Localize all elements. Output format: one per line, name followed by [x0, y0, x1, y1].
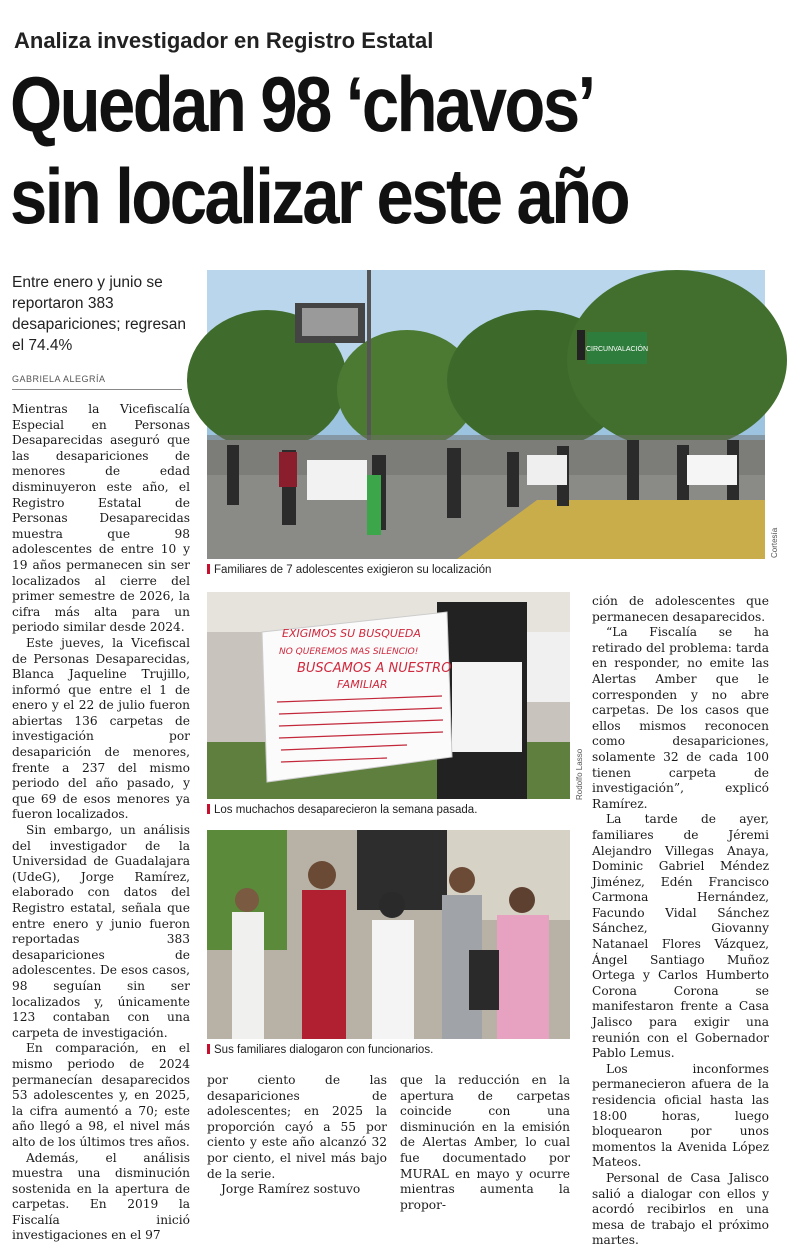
body-column-4 — [592, 594, 769, 1249]
street-sign-text: CIRCUNVALACIÓN — [585, 346, 649, 353]
headline — [10, 58, 689, 242]
paragraph: La tarde de ayer, familiares de Jéremi Alejandro Villegas Anaya, Dominic Gabriel Méndez Jiménez, Edén Francisco Carmona Hernández, Facundo Vidal Sánchez Sánchez, Giovanny Natanael Flores Vázquez, Ángel Santiago Muñoz Ortega y Carlos Humberto Corona Corona se manifestaron frente a Casa Jalisco para exigir una reunión con el Gobernador Pablo Lemus. — [592, 812, 769, 1061]
paragraph: Jorge Ramírez sostuvo — [221, 1182, 361, 1197]
headline-line-1: Quedan 98 ‘chavos’ — [10, 60, 594, 148]
caption-marker — [207, 804, 210, 814]
caption-text: Sus familiares dialogaron con funcionarios. — [214, 1044, 434, 1056]
paragraph: ción de adolescentes que permanecen desaparecidos. — [592, 594, 769, 624]
byline-rule — [12, 389, 182, 390]
paragraph: Además, el análisis muestra una disminución sostenida en la apertura de carpetas. En 2019 la Fiscalía inició investigaciones en el 97 — [12, 1150, 190, 1243]
photo-credit-2: Rodolfo Lasso — [575, 748, 584, 800]
sign-line-2: NO QUEREMOS MAS SILENCIO! — [279, 647, 419, 657]
caption-marker — [207, 1044, 210, 1054]
paragraph: que la reducción en la apertura de carpetas coincide con una disminución en la emisión de Alertas Amber, lo cual fue documentado por MURAL en mayo y ocurre mientras aumenta la propor- — [400, 1073, 570, 1212]
body-column-1 — [12, 402, 190, 1244]
photo-street-protest — [207, 270, 765, 559]
paragraph: Personal de Casa Jalisco salió a dialogar con ellos y acordó recibirlos en una mesa de trabajo el próximo martes. — [592, 1170, 769, 1248]
paragraph: por ciento de las desapariciones de adolescentes; en 2025 la proporción cayó a 55 por ciento y este año alcanzó 32 por ciento, el nivel más bajo de la serie. — [207, 1073, 387, 1181]
byline: GABRIELA ALEGRÍA — [12, 374, 106, 384]
photo-caption-1 — [207, 564, 491, 576]
photo-caption-3 — [207, 1044, 433, 1056]
paragraph: Mientras la Vicefiscalía Especial en Personas Desaparecidas aseguró que las desapariciones de menores de edad disminuyeron este año, el Registro Estatal de Personas Desaparecidas muestra que 98 adolescentes de entre 10 y 19 años permanecen sin ser localizados al cierre del primer semestre de 2026, la cifra más alta para un periodo similar desde 2024. — [12, 402, 190, 635]
sign-line-4: FAMILIAR — [337, 678, 388, 691]
photo-caption-2 — [207, 804, 477, 816]
paragraph: Este jueves, la Vicefiscal de Personas Desaparecidas, Blanca Jaqueline Trujillo, informó que entre el 1 de enero y el 22 de julio fueron abiertas 136 carpetas de investigación por desaparición de menores, frente a 237 del mismo periodo del año pasado, y que 69 de esos menores ya fueron localizados. — [12, 635, 190, 822]
caption-marker — [207, 564, 210, 574]
kicker: Analiza investigador en Registro Estatal — [14, 28, 434, 53]
paragraph: “La Fiscalía se ha retirado del problema: tarda en responder, no emite las Alertas Amber que le corresponden y no abre carpetas. De los casos que ellos mismos reconocen como desapariciones, solamente 32 de cada 100 tienen carpeta de investigación”, explicó Ramírez. — [592, 625, 769, 811]
body-column-2 — [207, 1073, 387, 1198]
photo-protest-sign — [207, 592, 570, 799]
caption-text: Familiares de 7 adolescentes exigieron su localización — [214, 564, 492, 576]
paragraph: Sin embargo, un análisis del investigador de la Universidad de Guadalajara (UdeG), Jorge Ramírez, elaborado con datos del Registro estatal, señala que entre enero y junio fueron reportadas 383 desapariciones de adolescentes. De esos casos, 98 seguían sin ser localizados y, únicamente 123 contaban con una carpeta de investigación. — [12, 823, 190, 1040]
body-column-3 — [400, 1073, 570, 1213]
sign-line-1: EXIGIMOS SU BUSQUEDA — [282, 627, 421, 640]
sign-line-3: BUSCAMOS A NUESTRO — [297, 661, 452, 676]
paragraph: Los inconformes permanecieron afuera de la residencia oficial hasta las 18:00 horas, luego bloquearon por unos momentos la Avenida López Mateos. — [592, 1061, 769, 1170]
subheadline: Entre enero y junio se reportaron 383 desapariciones; regresan el 74.4% — [12, 274, 187, 354]
headline-line-2: sin localizar este año — [10, 152, 629, 240]
caption-text: Los muchachos desaparecieron la semana pasada. — [214, 804, 478, 816]
photo-families-dialog — [207, 830, 570, 1039]
photo-credit-1: Cortesía — [770, 527, 779, 558]
paragraph: En comparación, en el mismo periodo de 2024 permanecían desaparecidos 53 adolescentes y, en 2025, la cifra aumentó a 70; este año llegó a 98, el nivel más alto de los últimos tres años. — [12, 1041, 190, 1149]
